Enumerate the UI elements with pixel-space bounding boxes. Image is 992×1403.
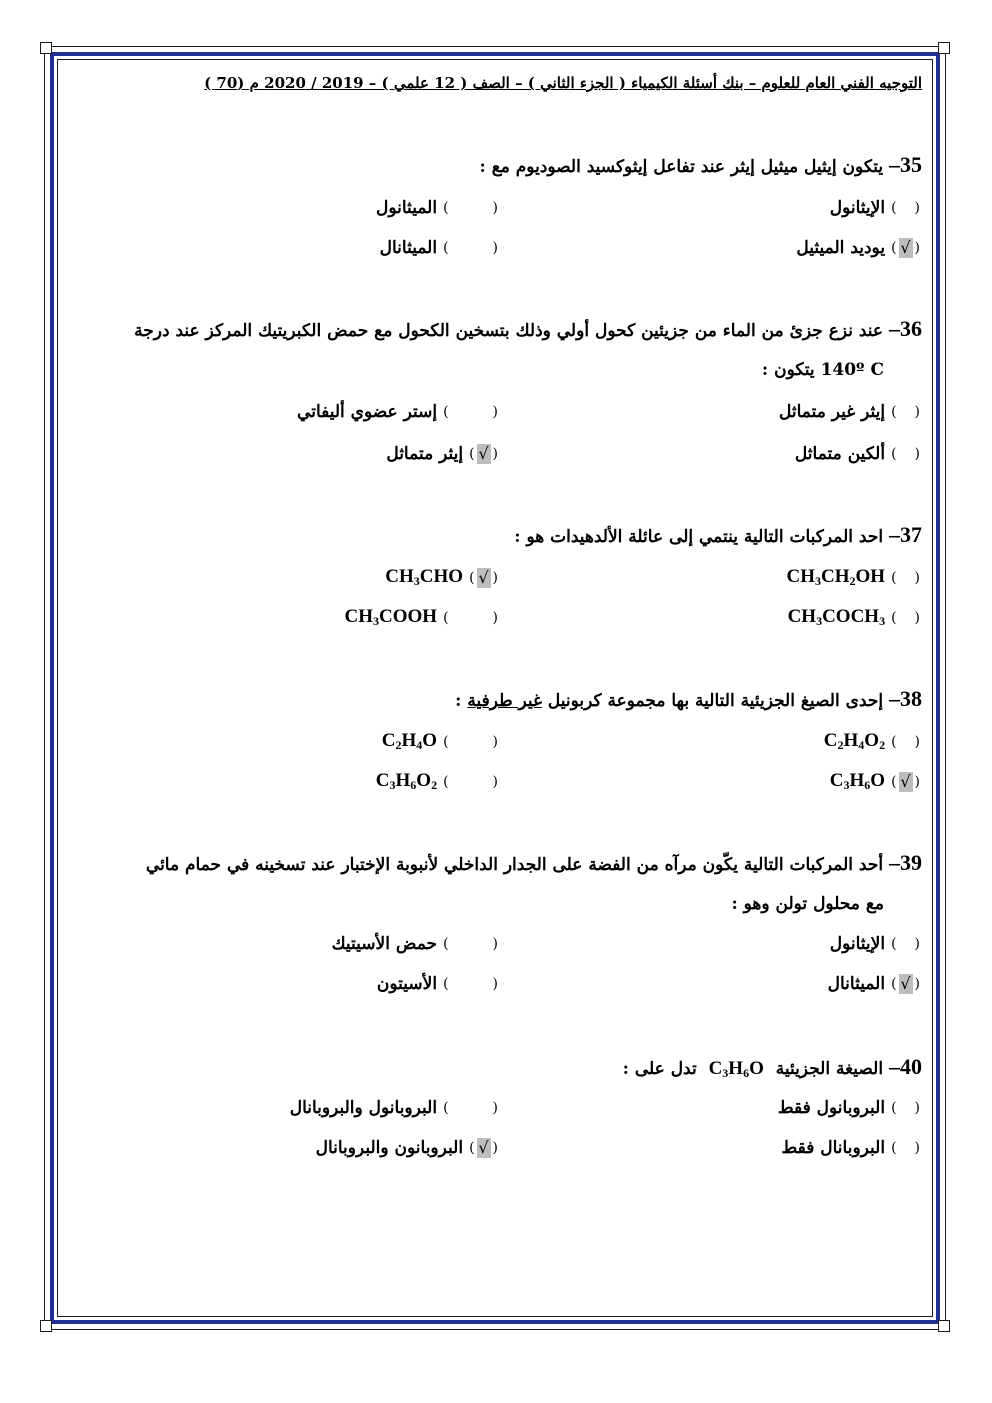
question-37 [72,522,922,548]
option-36-b[interactable]: ( ) إستر عضوي أليفاتي [297,402,498,422]
option-40-d[interactable]: ( √ ) البروبانون والبروبانال [315,1138,498,1158]
formula-c3h6o: $C_3H_6O$ [829,770,886,792]
answer-box[interactable] [451,198,491,218]
question-number: 36– [889,316,922,341]
answer-box[interactable] [899,608,913,628]
formula-ch3ch2oh: $CH_3CH_2OH$ [786,566,886,588]
answer-box[interactable] [451,732,491,752]
formula-c2h4o2: $C_2H_4O_2$ [823,730,886,752]
answer-box[interactable] [451,608,491,628]
question-35 [72,152,922,178]
answer-box[interactable] [899,568,913,588]
option-39-a[interactable]: ( ) الإيثانول [829,934,920,954]
answer-box[interactable] [899,198,913,218]
question-text: أحد المركبات التالية يكّون مرآه من الفضة على الجدار الداخلي لأنبوبة الإختبار عند تسخينه في حمام مائي [145,855,884,875]
answer-box[interactable] [899,1138,913,1158]
option-39-c[interactable]: ( √ ) الميثانال [827,974,920,994]
option-40-c[interactable]: ( ) البروبانال فقط [781,1138,920,1158]
option-37-c[interactable]: ( ) $CH_3COCH_3$ [787,606,920,628]
question-text: الصيغة الجزيئية [775,1059,884,1079]
option-36-d[interactable]: ( √ ) إيثر متماثل [386,444,498,464]
page-header: التوجيه الفني العام للعلوم – بنك أسئلة الكيمياء ( الجزء الثاني ) – الصف ( 12 علمي ) – 2019 / 2020 م (70 ) [204,74,922,92]
check-mark[interactable]: √ [478,1138,489,1157]
question-text: عند نزع جزئ من الماء من جزيئين كحول أولي وذلك بتسخين الكحول مع حمض الكبريتيك المركز عند درجة [134,321,884,341]
answer-box[interactable] [451,1098,491,1118]
answer-box[interactable] [451,238,491,258]
check-mark[interactable]: √ [900,974,911,993]
question-number: 35– [889,152,922,177]
question-text: إحدى الصيغ الجزيئية التالية بها مجموعة كربونيل [547,691,884,711]
option-37-b[interactable]: ( √ ) $CH_3CHO$ [385,566,498,588]
question-36-line2: 140º C يتكون : [761,360,884,380]
question-text: يتكون إيثيل ميثيل إيثر عند تفاعل إيثوكسيد الصوديوم مع : [479,157,884,177]
answer-box[interactable] [451,402,491,422]
question-39-line2: مع محلول تولن وهو : [731,894,884,914]
answer-box[interactable] [899,934,913,954]
option-39-d[interactable]: ( ) الأسيتون [376,974,498,994]
option-37-a[interactable]: ( ) $CH_3CH_2OH$ [786,566,920,588]
option-38-a[interactable]: ( ) $C_2H_4O_2$ [823,730,920,752]
question-text: احد المركبات التالية ينتمي إلى عائلة الألدهيدات هو : [514,527,884,547]
question-number: 39– [889,850,922,875]
formula-ch3coch3: $CH_3COCH_3$ [787,606,886,628]
answer-box[interactable] [899,444,913,464]
answer-box[interactable] [899,402,913,422]
formula-ch3cho: $CH_3CHO$ [385,566,464,588]
option-36-c[interactable]: ( ) ألكين متماثل [794,444,920,464]
answer-box[interactable] [899,732,913,752]
question-36 [72,316,922,342]
answer-box[interactable] [451,772,491,792]
question-40: 40– الصيغة الجزيئية $C_3H_6O$ تدل على : [622,1054,922,1080]
question-number: 38– [889,686,922,711]
answer-box[interactable] [899,1098,913,1118]
question-38: 38– إحدى الصيغ الجزيئية التالية بها مجموعة كربونيل غير طرفية : [455,686,922,711]
option-37-d[interactable]: ( ) $CH_3COOH$ [344,606,498,628]
option-38-c[interactable]: ( √ ) $C_3H_6O$ [829,770,920,792]
check-mark[interactable]: √ [478,444,489,463]
option-39-b[interactable]: ( ) حمض الأسيتيك [331,934,498,954]
option-40-b[interactable]: ( ) البروبانول والبروبانال [289,1098,498,1118]
answer-box[interactable] [451,974,491,994]
option-35-b[interactable]: ( ) الميثانول [376,198,498,218]
question-number: 40– [889,1054,922,1079]
option-38-d[interactable]: ( ) $C_3H_6O_2$ [375,770,498,792]
check-mark[interactable]: √ [900,238,911,257]
option-36-a[interactable]: ( ) إيثر غير متماثل [779,402,920,422]
check-mark[interactable]: √ [478,567,489,587]
formula-c3h6o2: $C_3H_6O_2$ [375,770,438,792]
formula-c3h6o: $C_3H_6O$ [708,1058,764,1080]
option-40-a[interactable]: ( ) البروبانول فقط [777,1098,920,1118]
option-35-c[interactable]: ( √ ) يوديد الميثيل [796,238,920,258]
check-mark[interactable]: √ [900,771,911,791]
option-35-a[interactable]: ( ) الإيثانول [829,198,920,218]
question-39 [72,850,922,876]
question-text-underlined: غير طرفية [467,691,542,711]
question-number: 37– [889,522,922,547]
option-38-b[interactable]: ( ) $C_2H_4O$ [381,730,498,752]
option-35-d[interactable]: ( ) الميثانال [379,238,498,258]
answer-box[interactable] [451,934,491,954]
formula-ch3cooh: $CH_3COOH$ [344,606,438,628]
formula-c2h4o: $C_2H_4O$ [381,730,438,752]
